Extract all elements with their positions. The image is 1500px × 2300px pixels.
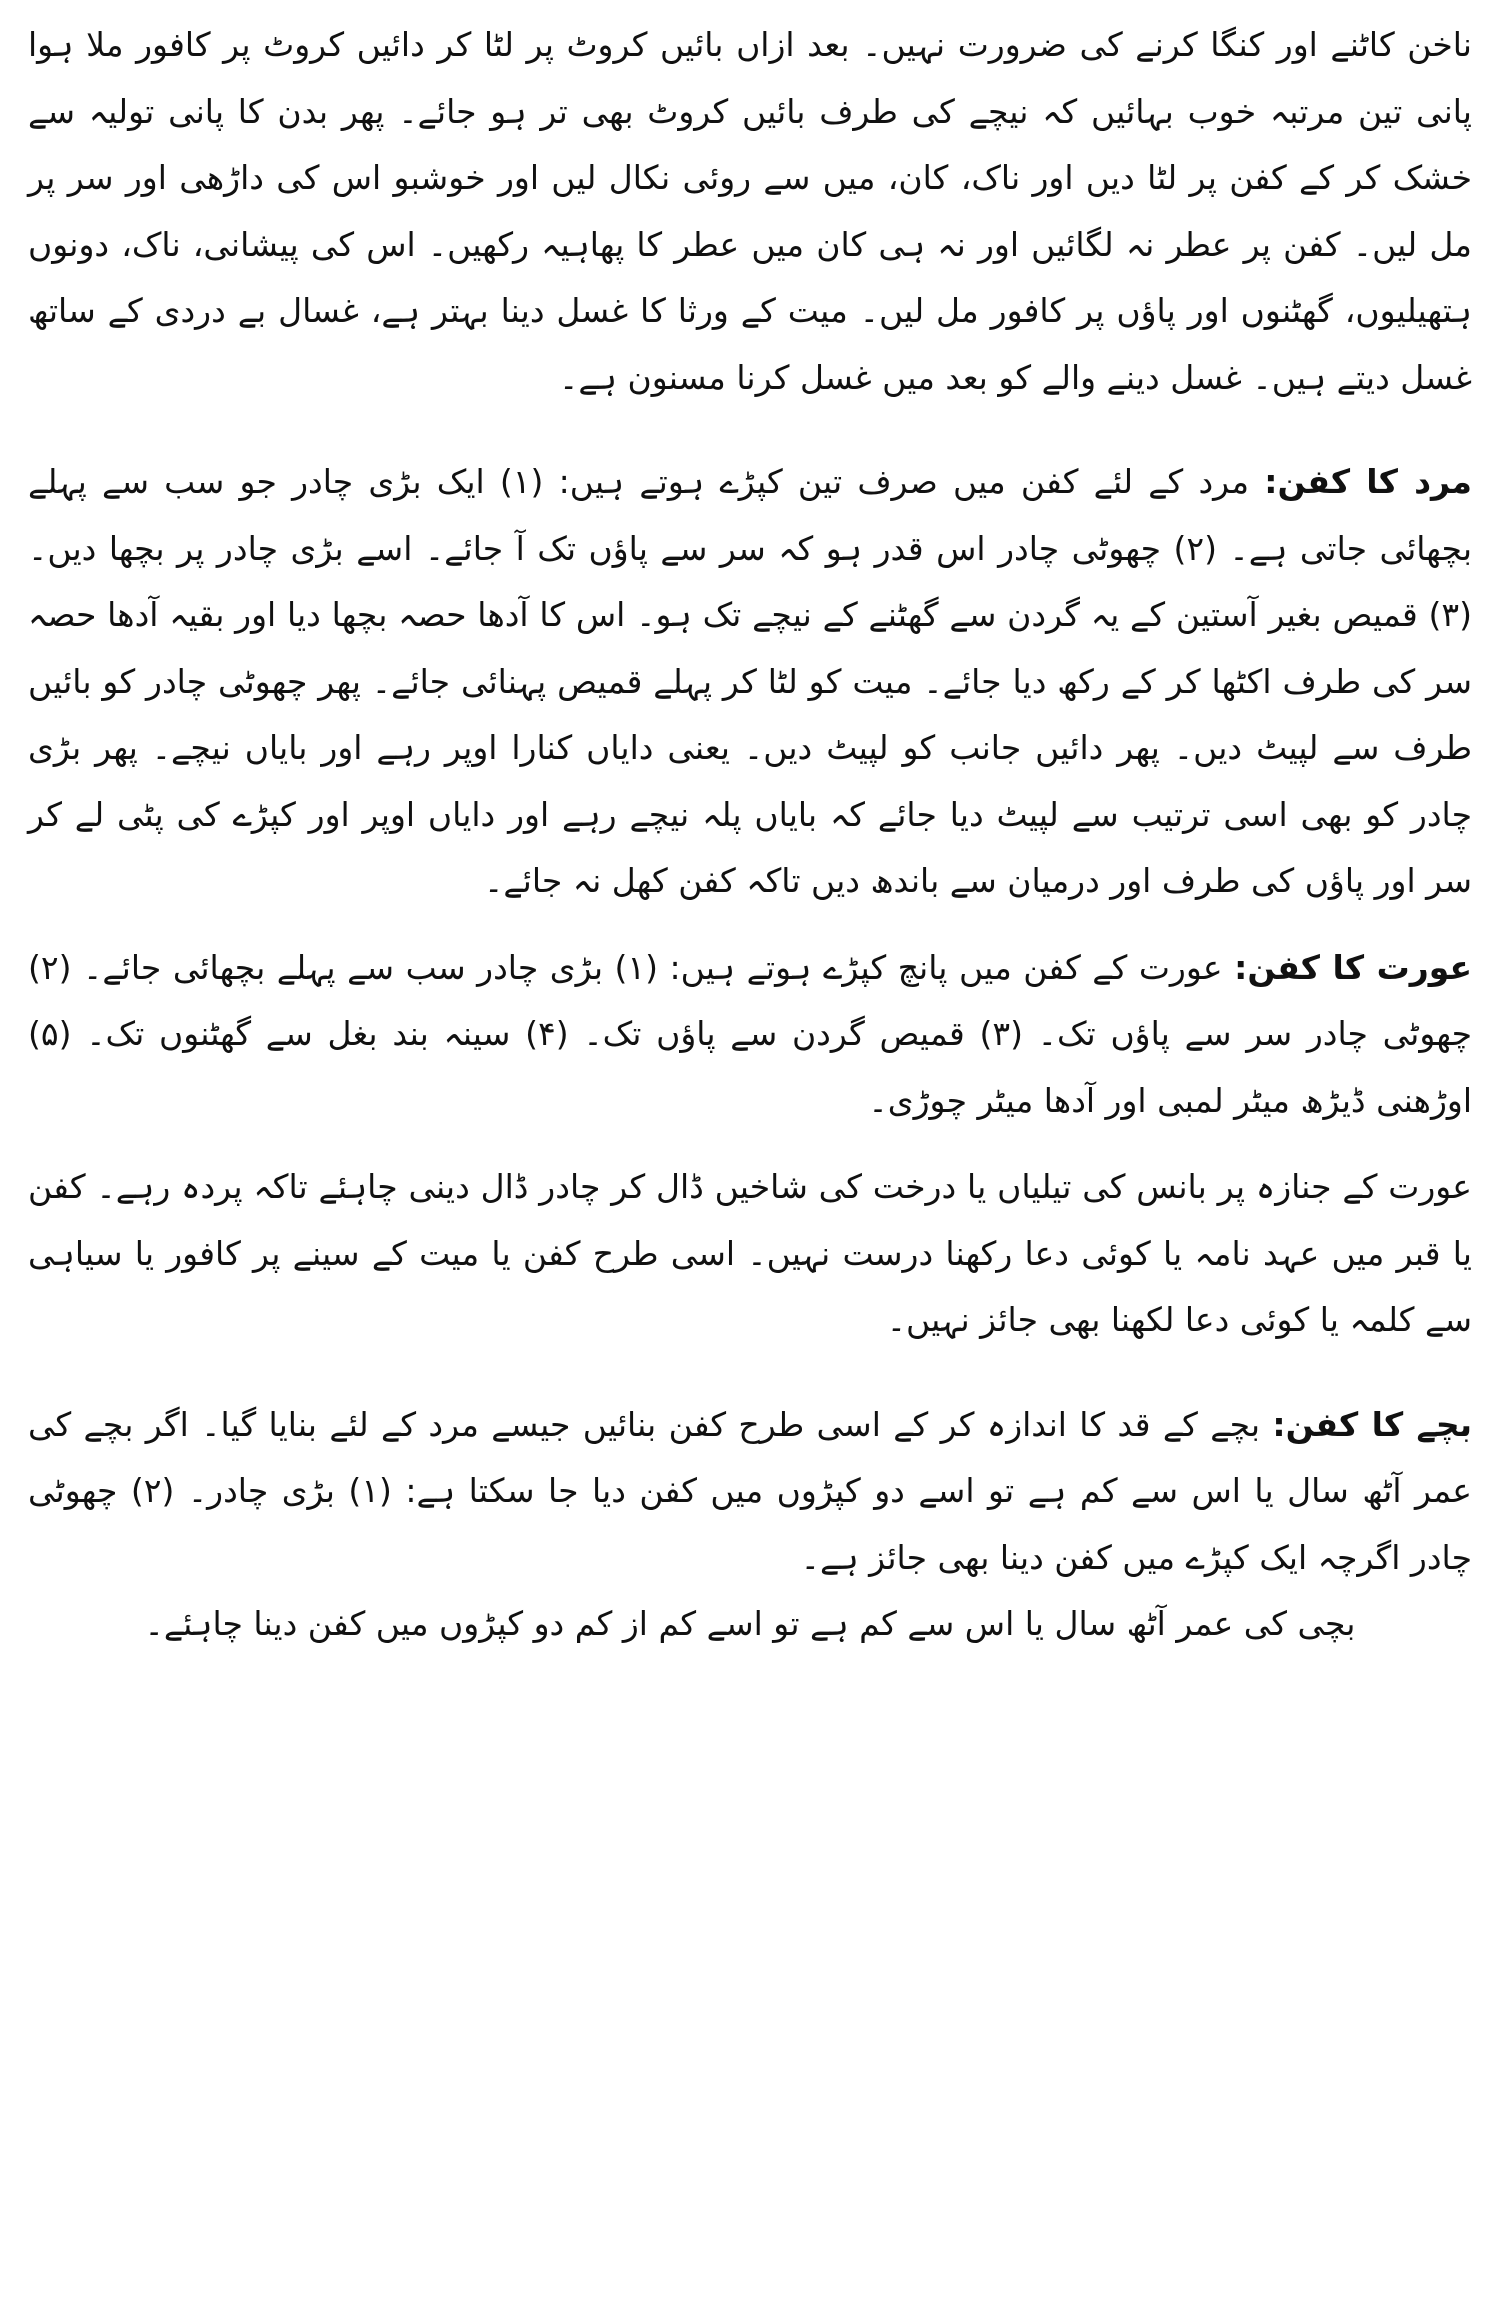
male-kafan-heading: مرد کا کفن: [1264, 462, 1472, 501]
paragraph-girl-kafan [28, 1591, 1472, 1658]
document-page [28, 12, 1472, 2288]
female-kafan-text: عورت کے کفن میں پانچ کپڑے ہوتے ہیں: (۱) بڑی چادر سب سے پہلے بچھائی جائے۔ (۲) چھوٹی چادر سر سے پاؤں تک۔ (۳) قمیص گردن سے پاؤں تک۔ (۴) سینہ بند بغل سے گھٹنوں تک۔ (۵) اوڑھنی ڈیڑھ میٹر لمبی اور آدھا میٹر چوڑی۔ [28, 947, 1472, 1120]
child-kafan-text: بچے کے قد کا اندازہ کر کے اسی طرح کفن بنائیں جیسے مرد کے لئے بنایا گیا۔ اگر بچے کی عمر آٹھ سال یا اس سے کم ہے تو اسے دو کپڑوں میں کفن دیا جا سکتا ہے: (۱) بڑی چادر۔ (۲) چھوٹی چادر اگرچہ ایک کپڑے میں کفن دینا بھی جائز ہے۔ [28, 1404, 1472, 1577]
paragraph-ghusl [28, 12, 1472, 411]
paragraph-male-kafan [28, 449, 1472, 915]
paragraph-ghusl-text: ناخن کاٹنے اور کنگا کرنے کی ضرورت نہیں۔ بعد ازاں بائیں کروٹ پر لٹا کر دائیں کروٹ پر کافور ملا ہوا پانی تین مرتبہ خوب بہائیں کہ نیچے کی طرف بائیں کروٹ بھی تر ہو جائے۔ پھر بدن کا پانی تولیہ سے خشک کر کے کفن پر لٹا دیں اور ناک، کان، میں سے روئی نکال لیں اور خوشبو اس کی داڑھی اور سر پر مل لیں۔ کفن پر عطر نہ لگائیں اور نہ ہی کان میں عطر کا پھاہیہ رکھیں۔ اس کی پیشانی، ناک، دونوں ہتھیلیوں، گھٹنوں اور پاؤں پر کافور مل لیں۔ میت کے ورثا کا غسل دینا بہتر ہے، غسال بے دردی کے ساتھ غسل دیتے ہیں۔ غسل دینے والے کو بعد میں غسل کرنا مسنون ہے۔ [28, 25, 1472, 397]
paragraph-janaza-parda [28, 1154, 1472, 1354]
paragraph-female-kafan [28, 935, 1472, 1135]
paragraph-gap [28, 915, 1472, 935]
paragraph-child-kafan [28, 1392, 1472, 1592]
paragraph-gap [28, 1134, 1472, 1154]
girl-kafan-text: بچی کی عمر آٹھ سال یا اس سے کم ہے تو اسے کم از کم دو کپڑوں میں کفن دینا چاہئے۔ [144, 1604, 1356, 1643]
paragraph-gap [28, 1354, 1472, 1392]
child-kafan-heading: بچے کا کفن: [1272, 1404, 1473, 1444]
female-kafan-heading: عورت کا کفن: [1234, 947, 1472, 987]
paragraph-gap [28, 411, 1472, 449]
male-kafan-text: مرد کے لئے کفن میں صرف تین کپڑے ہوتے ہیں: (۱) ایک بڑی چادر جو سب سے پہلے بچھائی جاتی ہے۔ (۲) چھوٹی چادر اس قدر ہو کہ سر سے پاؤں تک آ جائے۔ اسے بڑی چادر پر بچھا دیں۔ (۳) قمیص بغیر آستین کے یہ گردن سے گھٹنے کے نیچے تک ہو۔ اس کا آدھا حصہ بچھا دیا اور بقیہ آدھا حصہ سر کی طرف اکٹھا کر کے رکھ دیا جائے۔ میت کو لٹا کر پہلے قمیص پہنائی جائے۔ پھر چھوٹی چادر کو بائیں طرف سے لپیٹ دیں۔ پھر دائیں جانب کو لپیٹ دیں۔ یعنی دایاں کنارا اوپر رہے اور بایاں نیچے۔ پھر بڑی چادر کو بھی اسی ترتیب سے لپیٹ دیا جائے کہ بایاں پلہ نیچے رہے اور دایاں اوپر اور کپڑے کی پٹی لے کر سر اور پاؤں کی طرف اور درمیان سے باندھ دیں تاکہ کفن کھل نہ جائے۔ [28, 462, 1472, 900]
janaza-parda-text: عورت کے جنازہ پر بانس کی تیلیاں یا درخت کی شاخیں ڈال کر چادر ڈال دینی چاہئے تاکہ پردہ رہے۔ کفن یا قبر میں عہد نامہ یا کوئی دعا رکھنا درست نہیں۔ اسی طرح کفن یا میت کے سینے پر کافور یا سیاہی سے کلمہ یا کوئی دعا لکھنا بھی جائز نہیں۔ [28, 1167, 1472, 1339]
